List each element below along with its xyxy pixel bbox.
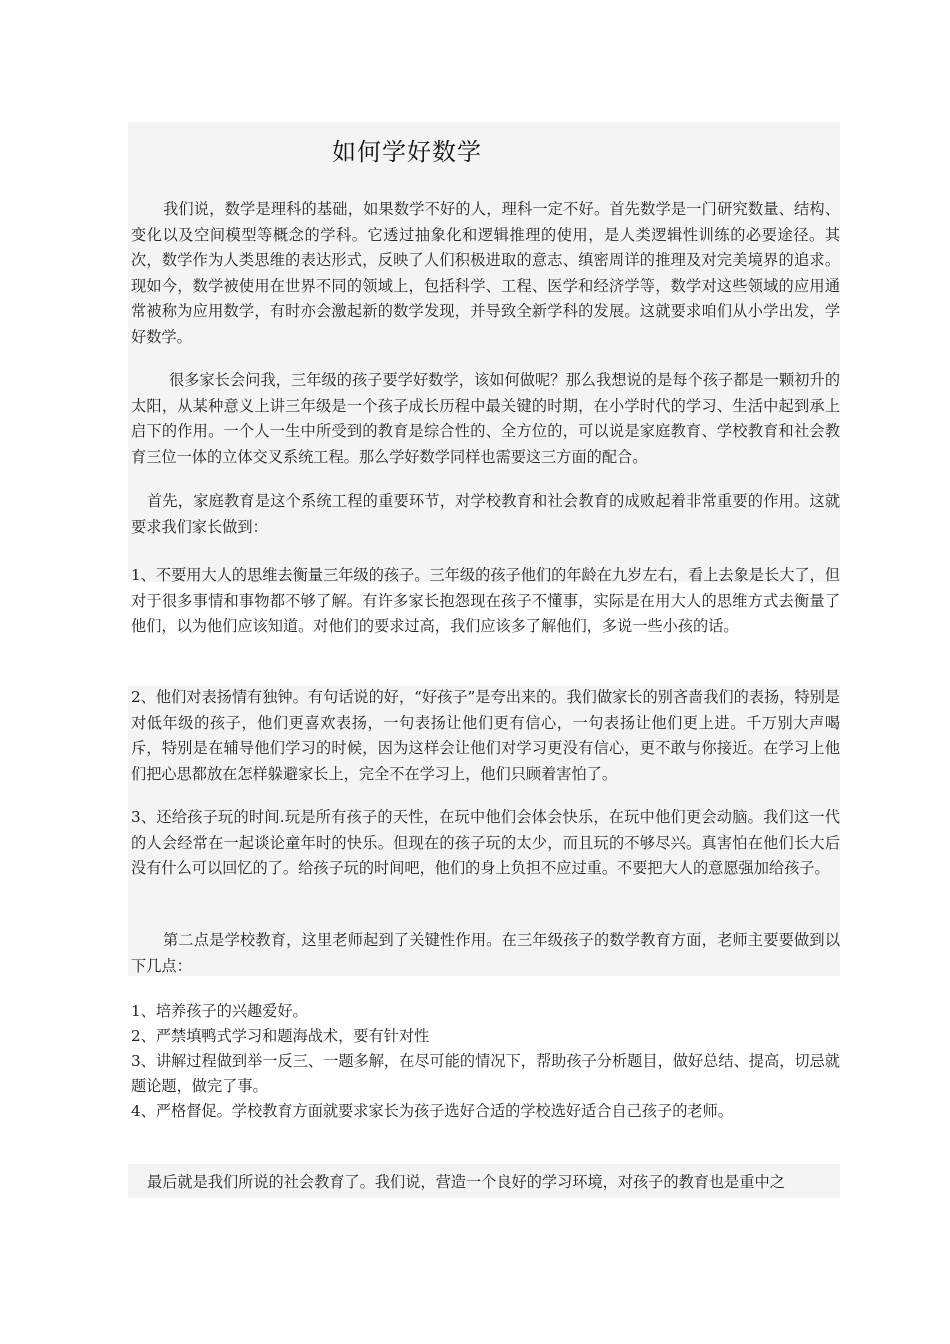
list-item: 1、培养孩子的兴趣爱好。 — [131, 1002, 308, 1020]
paragraph-point-1: 1、不要用大人的思维去衡量三年级的孩子。三年级的孩子他们的年龄在九岁左右，看上去象是长大了，但对于很多事情和事物都不够了解。有许多家长抱怨现在孩子不懂事，实际是在用大人的思维方式去衡量了他们，以为他们应该知道。对他们的要求过高，我们应该多了解他们，多说一些小孩的话。 — [131, 566, 840, 635]
paragraph-parents: 很多家长会问我，三年级的孩子要学好数学，该如何做呢？那么我想说的是每个孩子都是一颗初升的太阳，从某种意义上讲三年级是一个孩子成长历程中最关键的时期，在小学时代的学习、生活中起到承上启下的作用。一个人一生中所受到的教育是综合性的、全方位的，可以说是家庭教育、学校教育和社会教育三位一体的立体交叉系统工程。那么学好数学同样也需要这三方面的配合。 — [131, 371, 840, 466]
paragraph-school-education: 第二点是学校教育，这里老师起到了关键性作用。在三年级孩子的数学教育方面，老师主要要做到以下几点： — [131, 931, 840, 975]
page-title: 如何学好数学 — [332, 138, 482, 166]
paragraph-social-education: 最后就是我们所说的社会教育了。我们说，营造一个良好的学习环境，对孩子的教育也是重中之 — [147, 1173, 785, 1191]
list-item: 2、严禁填鸭式学习和题海战术，要有针对性 — [131, 1027, 430, 1045]
paragraph-family-education: 首先，家庭教育是这个系统工程的重要环节，对学校教育和社会教育的成败起着非常重要的作用。这就要求我们家长做到： — [131, 492, 840, 536]
paragraph-intro: 我们说，数学是理科的基础，如果数学不好的人，理科一定不好。首先数学是一门研究数量、结构、变化以及空间模型等概念的学科。它透过抽象化和逻辑推理的使用，是人类逻辑性训练的必要途径。其次，数学作为人类思维的表达形式，反映了人们积极进取的意志、缜密周详的推理及对完美境界的追求。现如今，数学被使用在世界不同的领域上，包括科学、工程、医学和经济学等，数学对这些领域的应用通常被称为应用数学，有时亦会激起新的数学发现，并导致全新学科的发展。这就要求咱们从小学出发，学好数学。 — [131, 200, 840, 346]
list-item: 4、严格督促。学校教育方面就要求家长为孩子选好合适的学校选好适合自己孩子的老师。 — [131, 1102, 733, 1120]
school-list — [131, 999, 840, 1124]
paragraph-point-3: 3、还给孩子玩的时间.玩是所有孩子的天性，在玩中他们会体会快乐，在玩中他们更会动脑。我们这一代的人会经常在一起谈论童年时的快乐。但现在的孩子玩的太少，而且玩的不够尽兴。真害怕在他们长大后没有什么可以回忆的了。给孩子玩的时间吧，他们的身上负担不应过重。不要把大人的意愿强加给孩子。 — [131, 808, 840, 877]
list-item: 3、讲解过程做到举一反三、一题多解，在尽可能的情况下，帮助孩子分析题目，做好总结、提高，切忌就题论题，做完了事。 — [131, 1052, 840, 1095]
paragraph-point-2: 2、他们对表扬情有独钟。有句话说的好，“好孩子”是夸出来的。我们做家长的别吝啬我们的表扬，特别是对低年级的孩子，他们更喜欢表扬，一句表扬让他们更有信心，一句表扬让他们更上进。千万别大声喝斥，特别是在辅导他们学习的时候，因为这样会让他们对学习更没有信心，更不敢与你接近。在学习上他们把心思都放在怎样躲避家长上，完全不在学习上，他们只顾着害怕了。 — [131, 688, 840, 783]
